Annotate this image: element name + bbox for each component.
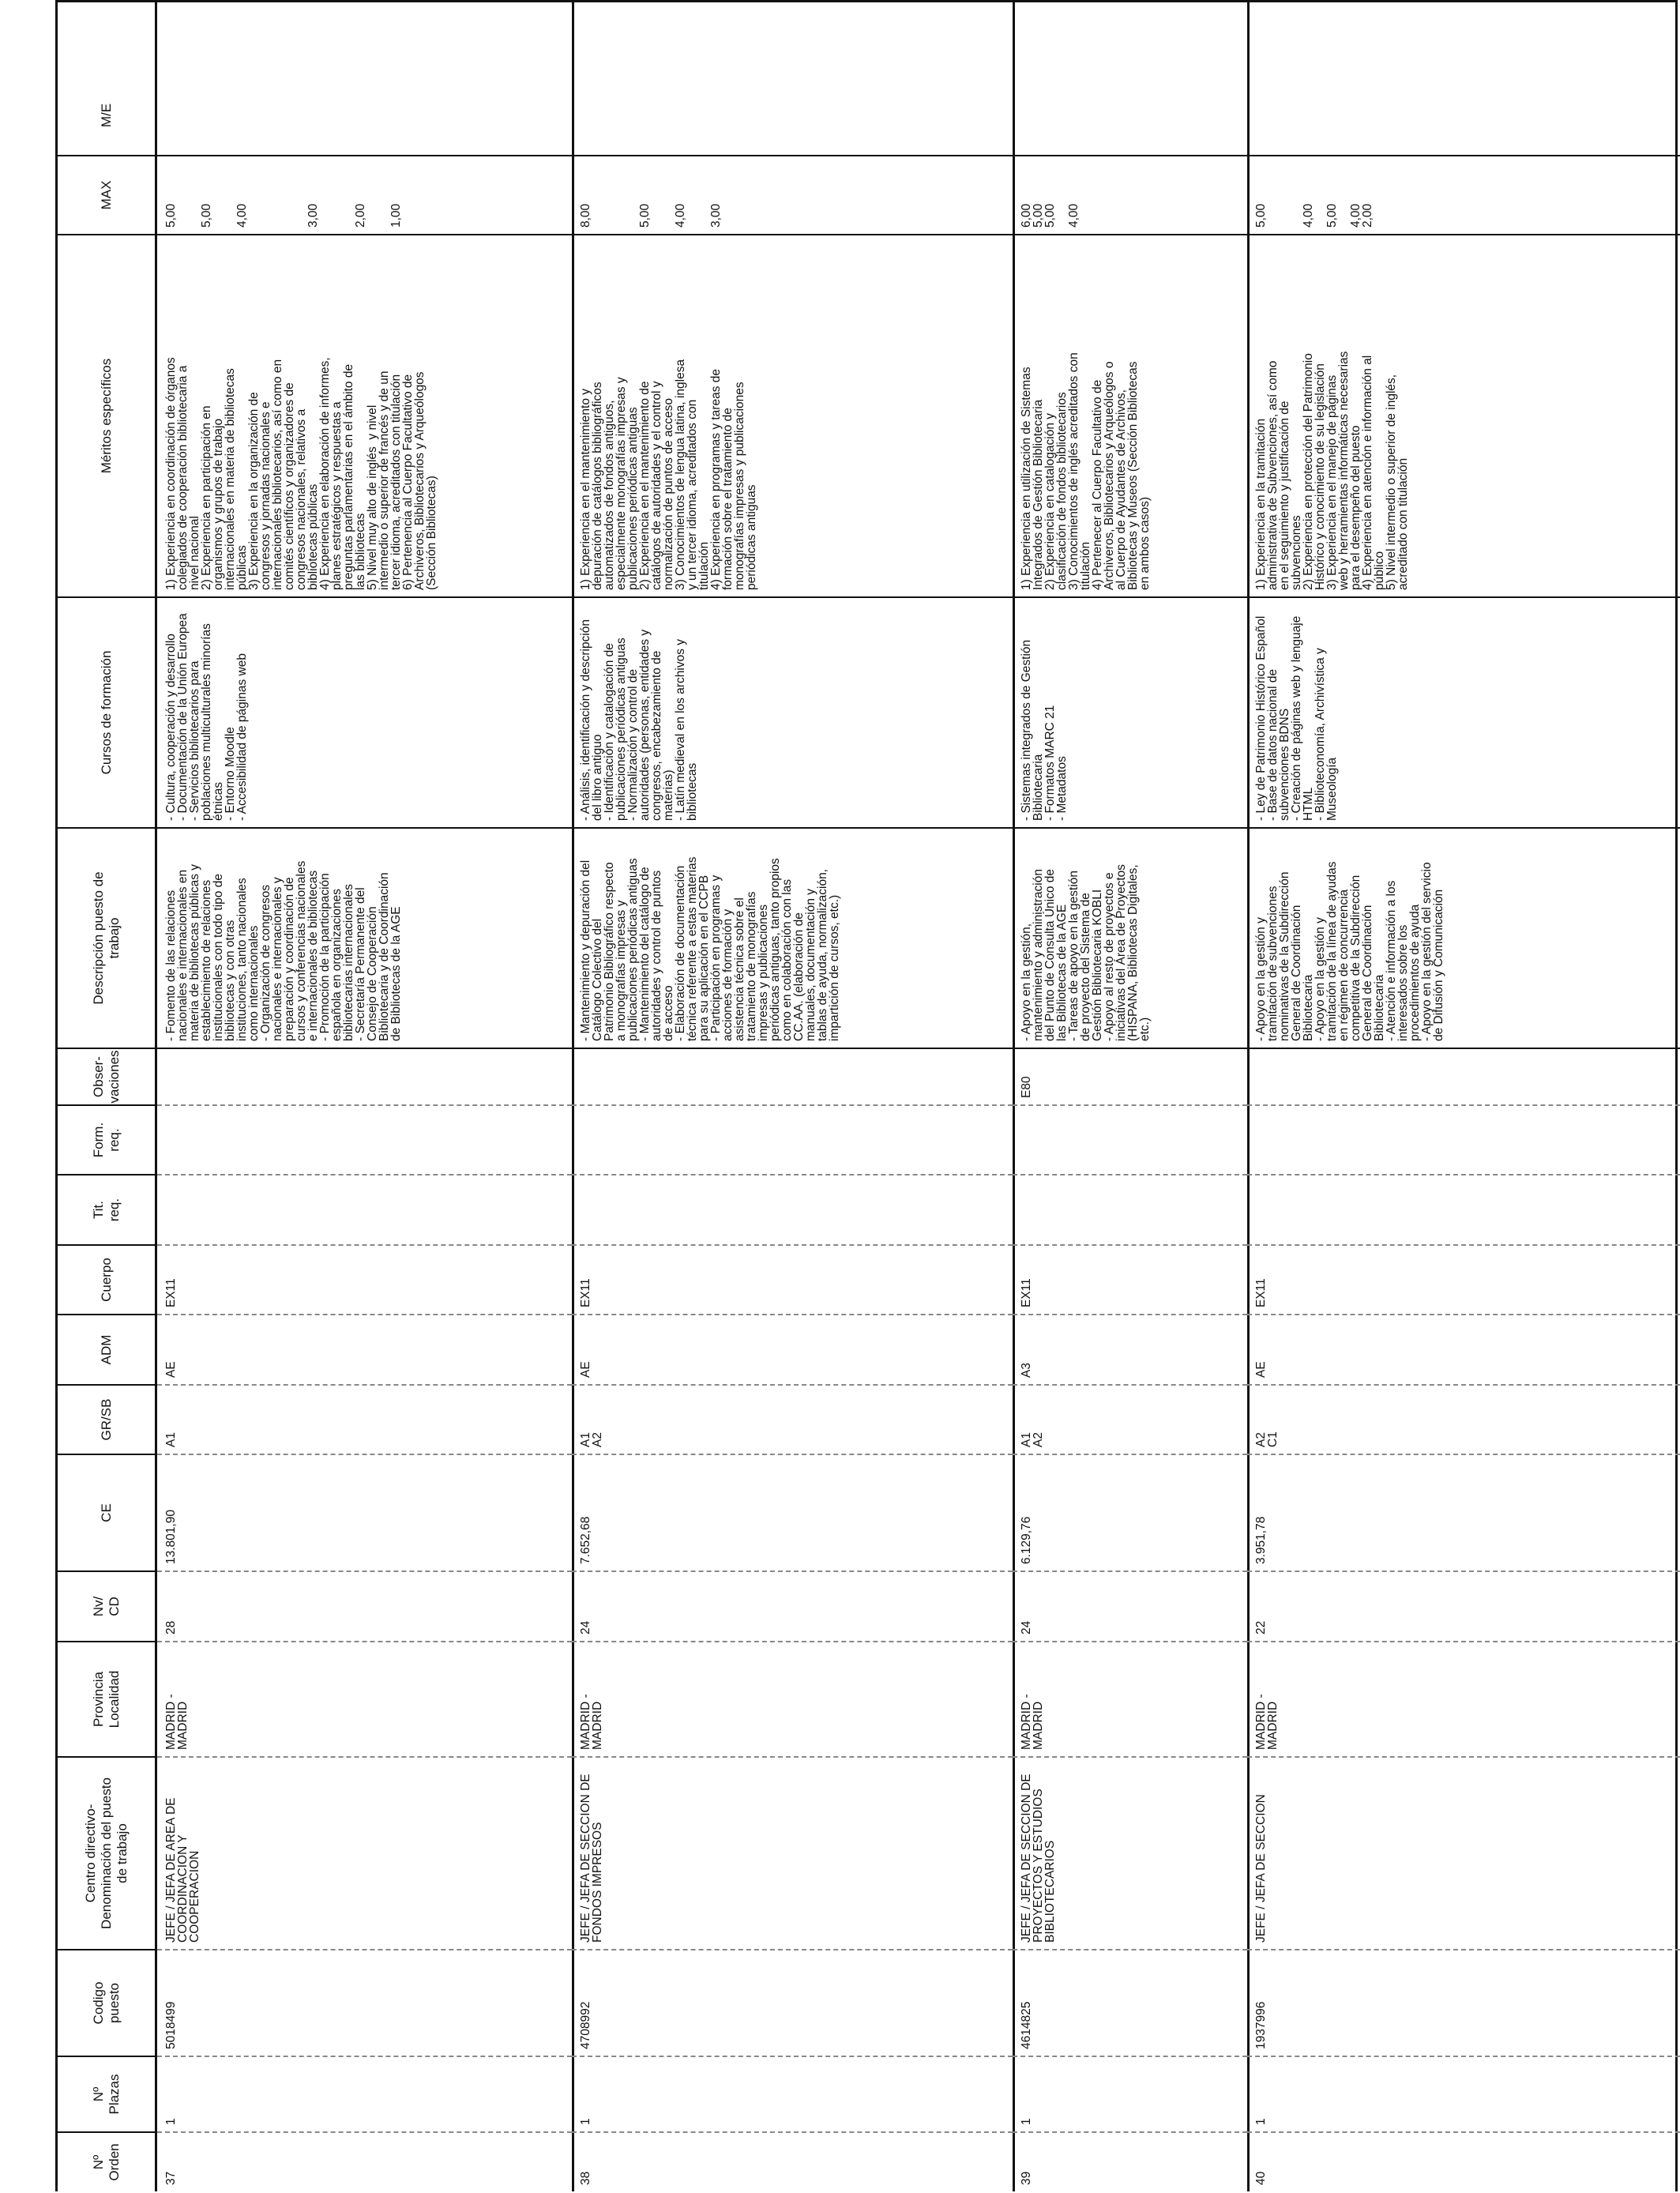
header-centro-label: Centro directivo- Denominación del puesto de trabajo [82, 1777, 130, 1929]
cell-grupo [572, 1384, 1013, 1454]
cell-plazas [157, 2056, 572, 2131]
cell-meritos [157, 234, 572, 596]
header-plazas-label: Nº Plazas [90, 2074, 122, 2115]
header-grupo [58, 1384, 155, 1454]
header-observaciones-label: Obser- vaciones [90, 1050, 122, 1104]
cell-me [157, 76, 572, 155]
header-cuerpo [58, 1244, 155, 1314]
header-formacion [58, 1104, 155, 1174]
header-formacion-label: Form. req. [90, 1122, 122, 1158]
cell-nivel-text: 24 [1020, 1620, 1033, 1634]
cell-plazas-text: 1 [1254, 2118, 1268, 2125]
table-row [572, 2, 1015, 2191]
cell-formacion [157, 1104, 572, 1174]
cell-max [1013, 155, 1247, 234]
cell-codigo-text: 1937996 [1254, 2001, 1268, 2049]
cell-adm [1013, 1314, 1247, 1384]
cell-centro-text: JEFE / JEFA DE SECCION DE PROYECTOS Y ESTUDIOS BIBLIOTECARIOS [1020, 1774, 1057, 1943]
cell-me [1013, 76, 1247, 155]
cell-cuerpo-text: EX11 [1020, 1278, 1033, 1307]
cell-plazas-text: 1 [1020, 2118, 1033, 2125]
header-adm [58, 1314, 155, 1384]
cell-cuerpo-text: EX11 [1254, 1278, 1268, 1307]
cell-titulacion [572, 1174, 1013, 1244]
header-me-label: M/E [98, 103, 114, 128]
cell-nivel-text: 24 [579, 1620, 592, 1634]
cell-codigo-text: 4614825 [1020, 2001, 1033, 2049]
header-descripcion-label: Descripción puesto de trabajo [90, 871, 122, 1005]
cell-meritos-text: 1) Experiencia en utilización de Sistemas Integrados de Gestión Bibliotecaria 2) Experiencia en catalogación y clasificación de fondos bibliotecarios 3) Conocimientos de inglés acreditados con titulación 4) Pertenecer al Cuerpo Facultativo de Archiveros, Bibliotecarios y Arqueólogos o al Cuerpo de Ayudantes de Archivos, Bibliotecas y Museos (Sección Bibliotecas en ambos casos) [1020, 352, 1152, 590]
cell-orden-text: 38 [579, 2171, 592, 2185]
cell-formacion [1247, 1104, 1680, 1174]
header-codigo [58, 1949, 155, 2056]
cell-observaciones [1247, 1048, 1680, 1104]
cell-cuerpo [1247, 1244, 1680, 1314]
cell-nivel [1013, 1570, 1247, 1641]
cell-ce-text: 3.951,78 [1254, 1516, 1268, 1564]
cell-observaciones [1013, 1048, 1247, 1104]
cell-grupo-text: A2 C1 [1254, 1431, 1280, 1447]
cell-max [572, 155, 1013, 234]
cell-centro-text: JEFE / JEFA DE AREA DE COORDINACION Y COOPERACION [164, 1797, 201, 1943]
cell-orden-text: 39 [1020, 2171, 1033, 2185]
cell-meritos-text: 1) Experiencia en la tramitación administrativa de Subvenciones, así como en el seguimiento y justificación de subvenciones 2) Experiencia en protección del Patrimonio Histórico y conocimiento de su legislación 3) Experiencia en el manejo de páginas web y herramientas informáticas necesarias para el desempeño del puesto 4) Experiencia en atención e información al público 5) Nivel intermedio o superior de inglés, acreditado con titulación [1254, 351, 1410, 590]
cell-cursos-text: - Cultura, cooperación y desarrollo - Documentación de la Unión Europea - Servicios bibliotecarios para poblaciones multiculturales minorías étnicas - Entorno Moodle - Accesibilidad de páginas web [164, 613, 249, 821]
cell-ce [1247, 1454, 1680, 1570]
header-ce [58, 1454, 155, 1570]
cell-adm-text: A3 [1020, 1363, 1033, 1378]
header-cursos-label: Cursos de formación [98, 650, 114, 775]
cell-cuerpo [1013, 1244, 1247, 1314]
cell-codigo-text: 5018499 [164, 2001, 178, 2049]
cell-plazas [572, 2056, 1013, 2131]
header-provincia-label: Provincia Localidad [90, 1670, 122, 1728]
cell-codigo-text: 4708992 [579, 2001, 592, 2049]
cell-descripcion-text: - Fomento de las relaciones nacionales e internacionales en materia de bibliotecas públicas y establecimiento de relaciones institucionales con todo tipo de bibliotecas y con otras instituciones, tanto nacionales como internacionales - Organización de congresos nacionales e internacionales y preparación y coordinación de cursos y conferencias nacionales e internacionales de bibliotecas - Promoción de la participación española en organizaciones bibliotecarias internacionales - Secretaría Permanente del Consejo de Cooperación Bibliotecaria y de Coordinación de Bibliotecas de la AGE [164, 860, 403, 1041]
table-header [58, 2, 157, 2191]
cell-ce [157, 1454, 572, 1570]
cell-titulacion [1247, 1174, 1680, 1244]
table-row [1247, 2, 1680, 2191]
cell-grupo [1247, 1384, 1680, 1454]
cell-cursos-text: - Ley de Patrimonio Histórico Español - Base de datos nacional de subvenciones BDNS - Creación de páginas web y lenguaje HTML - Biblioteconomía, Archivística y Museología [1254, 615, 1339, 821]
cell-meritos [1013, 234, 1247, 596]
cell-meritos [1247, 234, 1680, 596]
header-provincia [58, 1641, 155, 1756]
cell-cursos [1247, 596, 1680, 827]
cell-provincia-text: MADRID - MADRID [579, 1694, 604, 1750]
cell-provincia [1013, 1641, 1247, 1756]
cell-ce [572, 1454, 1013, 1570]
cell-nivel [1247, 1570, 1680, 1641]
cell-descripcion [1013, 827, 1247, 1048]
table-row [157, 2, 574, 2191]
cell-grupo [1013, 1384, 1247, 1454]
cell-cuerpo-text: EX11 [164, 1278, 178, 1307]
header-cursos [58, 596, 155, 827]
cell-codigo [1013, 1949, 1247, 2056]
cell-formacion [1013, 1104, 1247, 1174]
cell-descripcion-text: - Apoyo en la gestión y tramitación de subvenciones nominativas de la Subdirección General de Coordinación Bibliotecaria - Apoyo en la gestión y tramitación de la línea de ayudas en régimen de concurrencia competitiva de la Subdirección General de Coordinación Bibliotecaria - Atención e información a los interesados sobre los procedimientos de ayuda - Apoyo en la gestión del servicio de Difusión y Comunicación [1254, 861, 1445, 1041]
cell-centro [157, 1756, 572, 1949]
header-observaciones [58, 1048, 155, 1104]
cell-plazas-text: 1 [164, 2118, 178, 2125]
cell-plazas [1247, 2056, 1680, 2131]
header-orden [58, 2131, 155, 2191]
header-cuerpo-label: Cuerpo [98, 1258, 114, 1302]
cell-centro-text: JEFE / JEFA DE SECCION DE FONDOS IMPRESOS [579, 1774, 604, 1943]
cell-cuerpo-text: EX11 [579, 1278, 592, 1307]
cell-descripcion [572, 827, 1013, 1048]
cell-meritos [572, 234, 1013, 596]
cell-me [572, 76, 1013, 155]
job-table [55, 0, 1678, 2191]
cell-codigo [157, 1949, 572, 2056]
cell-adm [1247, 1314, 1680, 1384]
cell-max [1247, 155, 1680, 234]
cell-orden [1013, 2131, 1247, 2191]
cell-nivel [572, 1570, 1013, 1641]
cell-provincia-text: MADRID - MADRID [1020, 1694, 1045, 1750]
cell-adm [157, 1314, 572, 1384]
header-descripcion [58, 827, 155, 1048]
cell-grupo-text: A1 A2 [579, 1432, 604, 1447]
cell-grupo [157, 1384, 572, 1454]
header-me [58, 76, 155, 155]
cell-codigo [572, 1949, 1013, 2056]
cell-nivel-text: 28 [164, 1620, 178, 1634]
header-orden-label: Nº Orden [90, 2143, 122, 2181]
header-adm-label: ADM [98, 1334, 114, 1365]
cell-descripcion-text: - Apoyo en la gestión, mantenimiento y administración del Punto de Consulta Único de las Bibliotecas de la AGE - Tareas de apoyo en la gestión de proyecto del Sistema de Gestión Bibliotecaria KOBLI - Apoyo al resto de proyectos e iniciativas del Área de Proyectos (HISPANA, Bibliotecas Digitales, etc.) [1020, 863, 1152, 1041]
cell-max-text: 6,00 5,00 5,00 4,00 [1020, 203, 1081, 228]
cell-orden-text: 37 [164, 2171, 178, 2185]
cell-adm-text: AE [579, 1361, 592, 1378]
cell-descripcion [1247, 827, 1680, 1048]
cell-observaciones-text: E80 [1020, 1076, 1033, 1098]
header-meritos-label: Méritos específicos [98, 358, 114, 474]
cell-provincia [157, 1641, 572, 1756]
cell-orden [1247, 2131, 1680, 2191]
cell-cursos-text: - Análisis, identificación y descripción del libro antiguo - Identificación y catalogación de publicaciones periódicas antiguas - Normalización y control de autoridades (personas, entidades y congresos, encabezamiento de materias) - Latín medieval en los archivos y bibliotecas [579, 619, 699, 821]
header-plazas [58, 2056, 155, 2131]
header-ce-label: CE [98, 1503, 114, 1522]
cell-centro [1247, 1756, 1680, 1949]
header-centro [58, 1756, 155, 1949]
cell-max-text: 5,00 5,00 4,00 3,00 2,00 1,00 [164, 203, 403, 228]
cell-ce-text: 6.129,76 [1020, 1516, 1033, 1564]
cell-observaciones [157, 1048, 572, 1104]
cell-orden [157, 2131, 572, 2191]
header-titulacion [58, 1174, 155, 1244]
cell-provincia [572, 1641, 1013, 1756]
cell-plazas-text: 1 [579, 2118, 592, 2125]
cell-provincia [1247, 1641, 1680, 1756]
table-row [1013, 2, 1250, 2191]
header-nivel [58, 1570, 155, 1641]
cell-titulacion [157, 1174, 572, 1244]
cell-orden-text: 40 [1254, 2171, 1268, 2185]
cell-grupo-text: A1 A2 [1020, 1432, 1045, 1447]
header-codigo-label: Codigo puesto [90, 1981, 122, 2025]
cell-provincia-text: MADRID - MADRID [164, 1694, 190, 1750]
cell-grupo-text: A1 [164, 1432, 178, 1447]
cell-ce [1013, 1454, 1247, 1570]
cell-max [157, 155, 572, 234]
cell-descripcion-text: - Mantenimiento y depuración del Catálogo Colectivo del Patrimonio Bibliográfico respecto a monografías impresas y publicaciones periódicas antiguas - Mantenimiento del catálogo de autoridades y control de puntos de acceso - Elaboración de documentación técnica referente a estas materias para su aplicación en el CCPB - Participación en programas y acciones de formación y asistencia técnica sobre el tratamiento de monografías impresas y publicaciones periódicas antiguas, tanto propios como en colaboración con las CC.AA. (elaboración de manuales, documentación y tablas de ayuda, normalización, impartición de cursos, etc.) [579, 856, 841, 1041]
cell-max-text: 8,00 5,00 4,00 3,00 [579, 203, 723, 228]
cell-me [1247, 76, 1680, 155]
header-nivel-label: Nv/ CD [90, 1596, 122, 1617]
cell-adm-text: AE [1254, 1361, 1268, 1378]
cell-codigo [1247, 1949, 1680, 2056]
header-max [58, 155, 155, 234]
cell-meritos-text: 1) Experiencia en coordinación de órganos colegiados de cooperación bibliotecaria a nivel nacional 2) Experiencia en participación en organismos y grupos de trabajo internacionales en materia de bibliotecas públicas 3) Experiencia en la organización de congresos y jornadas nacionales e internacionales bibliotecarios, así como en comités científicos y organizadores de congresos nacionales, relativos a bibliotecas públicas 4) Experiencia en elaboración de informes, planes estratégicos y respuestas a preguntas parlamentarias en el ámbito de las bibliotecas 5) Nivel muy alto de inglés y nivel intermedio o superior de francés y de un tercer idioma, acreditados con titulación 6) Pertenencia al Cuerpo Facultativo de Archiveros, Bibliotecarios y Arqueólogos (Sección Bibliotecas) [164, 357, 438, 590]
cell-observaciones [572, 1048, 1013, 1104]
cell-cuerpo [572, 1244, 1013, 1314]
cell-cursos [157, 596, 572, 827]
cell-formacion [572, 1104, 1013, 1174]
header-grupo-label: GR/SB [98, 1398, 114, 1441]
cell-ce-text: 13.801,90 [164, 1510, 178, 1564]
cell-cursos [572, 596, 1013, 827]
header-max-label: MAX [98, 180, 114, 210]
cell-adm [572, 1314, 1013, 1384]
header-meritos [58, 234, 155, 596]
cell-ce-text: 7.652,68 [579, 1516, 592, 1564]
cell-plazas [1013, 2056, 1247, 2131]
cell-adm-text: AE [164, 1361, 178, 1378]
cell-descripcion [157, 827, 572, 1048]
cell-centro-text: JEFE / JEFA DE SECCION [1254, 1794, 1268, 1943]
cell-provincia-text: MADRID - MADRID [1254, 1694, 1280, 1750]
cell-centro [1013, 1756, 1247, 1949]
cell-max-text: 5,00 4,00 5,00 4,00 2,00 [1254, 203, 1374, 228]
cell-orden [572, 2131, 1013, 2191]
cell-cursos [1013, 596, 1247, 827]
cell-cuerpo [157, 1244, 572, 1314]
cell-titulacion [1013, 1174, 1247, 1244]
cell-nivel-text: 22 [1254, 1620, 1268, 1634]
cell-nivel [157, 1570, 572, 1641]
header-titulacion-label: Tit. req. [90, 1198, 122, 1222]
cell-centro [572, 1756, 1013, 1949]
cell-cursos-text: - Sistemas integrados de Gestión Bibliotecaria - Formatos MARC 21 - Metadatos [1020, 639, 1069, 821]
cell-meritos-text: 1) Experiencia en el mantenimiento y depuración de catálogos bibliográficos automatizados de fondos antiguos, especialmente monografías impresas y publicaciones periódicas antiguas 2) Experiencia en el mantenimiento de catálogos de autoridades y el control y normalización de puntos de acceso 3) Conocimientos de lengua latina, inglesa y un tercer idioma, acreditados con titulación 4) Experiencia en programas y tareas de formación sobre el tratamiento de monografías impresas y publicaciones periódicas antiguas [579, 359, 758, 590]
